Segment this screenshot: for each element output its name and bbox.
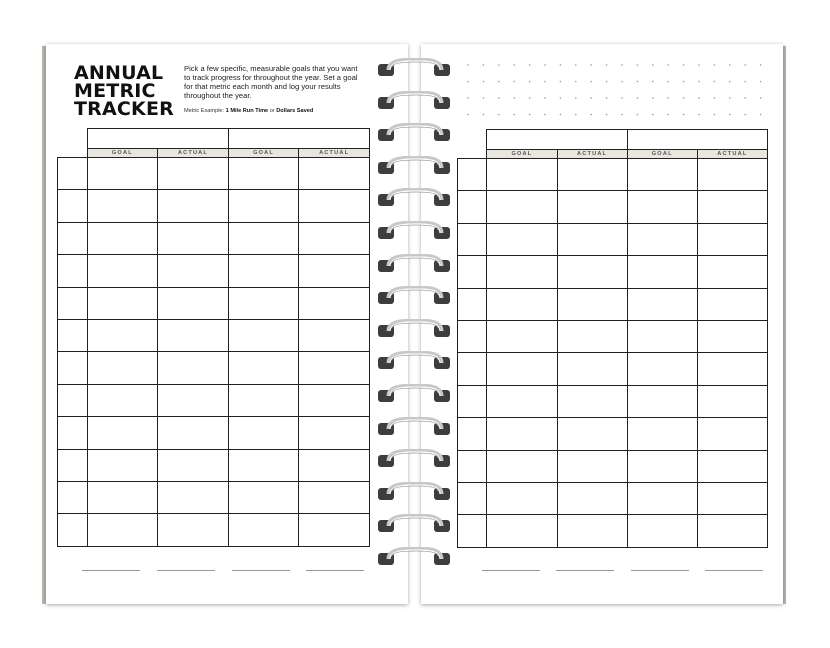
actual-cell[interactable] <box>557 353 627 385</box>
column-label: GOAL <box>87 149 158 158</box>
footer-line <box>82 570 140 571</box>
grid-dot <box>621 114 623 116</box>
left-tracker-table <box>57 128 370 547</box>
grid-dot <box>698 97 700 99</box>
row-gutter-cell[interactable] <box>458 482 487 514</box>
actual-cell[interactable] <box>697 353 767 385</box>
grid-dot <box>667 81 669 83</box>
goal-cell[interactable] <box>228 449 299 481</box>
goal-cell[interactable] <box>228 158 299 190</box>
tracker-row <box>458 191 768 223</box>
goal-cell[interactable] <box>487 450 557 482</box>
column-label: ACTUAL <box>158 149 229 158</box>
actual-cell[interactable] <box>158 319 229 351</box>
actual-cell[interactable] <box>557 482 627 514</box>
grid-dot <box>498 114 500 116</box>
footer-line <box>232 570 290 571</box>
actual-cell[interactable] <box>299 158 370 190</box>
title-line-3: TRACKER <box>74 98 174 120</box>
spiral-ring-icon <box>376 449 454 469</box>
goal-cell[interactable] <box>627 191 697 223</box>
grid-dot <box>575 97 577 99</box>
metric-name-cell[interactable] <box>87 129 228 149</box>
grid-dot <box>560 114 562 116</box>
metric-name-row <box>458 130 768 150</box>
actual-cell[interactable] <box>299 384 370 416</box>
grid-dot <box>683 64 685 66</box>
spiral-ring-icon <box>376 221 454 241</box>
row-gutter-cell[interactable] <box>458 159 487 191</box>
grid-dot <box>744 64 746 66</box>
grid-dot <box>652 114 654 116</box>
row-gutter-cell[interactable] <box>58 287 88 319</box>
goal-cell[interactable] <box>228 384 299 416</box>
actual-cell[interactable] <box>158 158 229 190</box>
grid-dot <box>483 97 485 99</box>
grid-dot <box>744 97 746 99</box>
actual-cell[interactable] <box>299 514 370 546</box>
goal-cell[interactable] <box>487 159 557 191</box>
grid-dot <box>729 97 731 99</box>
tracker-row <box>58 190 370 222</box>
goal-cell[interactable] <box>87 481 158 513</box>
metric-name-cell[interactable] <box>627 130 767 150</box>
row-gutter-cell[interactable] <box>458 385 487 417</box>
tracker-row <box>458 320 768 352</box>
actual-cell[interactable] <box>299 190 370 222</box>
spiral-ring-icon <box>376 482 454 502</box>
grid-dot <box>606 64 608 66</box>
row-gutter-cell[interactable] <box>58 449 88 481</box>
spiral-ring-icon <box>376 384 454 404</box>
gutter-header <box>58 129 88 149</box>
actual-cell[interactable] <box>158 514 229 546</box>
spiral-ring-icon <box>376 91 454 111</box>
goal-cell[interactable] <box>87 514 158 546</box>
goal-cell[interactable] <box>487 482 557 514</box>
grid-dot <box>513 114 515 116</box>
goal-cell[interactable] <box>627 450 697 482</box>
column-label-row <box>58 149 370 158</box>
actual-cell[interactable] <box>557 418 627 450</box>
goal-cell[interactable] <box>228 255 299 287</box>
grid-dot <box>544 114 546 116</box>
spiral-ring-icon <box>376 123 454 143</box>
grid-dot <box>590 114 592 116</box>
grid-dot <box>467 81 469 83</box>
grid-dot <box>714 81 716 83</box>
grid-dot <box>513 97 515 99</box>
footer-line <box>306 570 364 571</box>
tracker-row <box>58 449 370 481</box>
goal-cell[interactable] <box>87 255 158 287</box>
tracker-row <box>58 287 370 319</box>
grid-dot <box>590 64 592 66</box>
grid-dot <box>729 64 731 66</box>
goal-cell[interactable] <box>228 222 299 254</box>
column-label: ACTUAL <box>557 150 627 159</box>
metric-name-cell[interactable] <box>228 129 369 149</box>
grid-dot <box>744 81 746 83</box>
grid-dot <box>667 64 669 66</box>
actual-cell[interactable] <box>557 320 627 352</box>
grid-dot <box>621 97 623 99</box>
tracker-row <box>58 384 370 416</box>
goal-cell[interactable] <box>627 320 697 352</box>
grid-dot <box>529 64 531 66</box>
grid-dot <box>575 114 577 116</box>
grid-dot <box>667 114 669 116</box>
goal-cell[interactable] <box>487 288 557 320</box>
actual-cell[interactable] <box>557 515 627 547</box>
goal-cell[interactable] <box>228 287 299 319</box>
row-gutter-cell[interactable] <box>58 352 88 384</box>
grid-dot <box>698 114 700 116</box>
grid-dot <box>621 81 623 83</box>
grid-dot <box>467 114 469 116</box>
spiral-ring-icon <box>376 547 454 567</box>
actual-cell[interactable] <box>299 287 370 319</box>
actual-cell[interactable] <box>158 481 229 513</box>
tracker-row <box>58 319 370 351</box>
goal-cell[interactable] <box>487 418 557 450</box>
column-label: GOAL <box>487 150 557 159</box>
actual-cell[interactable] <box>299 481 370 513</box>
actual-cell[interactable] <box>557 288 627 320</box>
goal-cell[interactable] <box>627 418 697 450</box>
spiral-ring-icon <box>376 188 454 208</box>
grid-dot <box>606 81 608 83</box>
actual-cell[interactable] <box>697 223 767 255</box>
grid-dot <box>483 114 485 116</box>
column-label: ACTUAL <box>697 150 767 159</box>
row-gutter-cell[interactable] <box>58 190 88 222</box>
grid-dot <box>529 81 531 83</box>
grid-dot <box>483 64 485 66</box>
tracker-row <box>458 288 768 320</box>
grid-dot <box>652 64 654 66</box>
grid-dot <box>529 114 531 116</box>
intro-text: Pick a few specific, measurable goals that you want to track progress for throughout the year. Set a goal for that metric each month and log your results throughout the year. <box>184 64 358 100</box>
row-gutter-cell[interactable] <box>58 417 88 449</box>
row-gutter-cell[interactable] <box>458 191 487 223</box>
right-page <box>421 44 783 604</box>
grid-dot <box>729 81 731 83</box>
row-gutter-cell[interactable] <box>458 515 487 547</box>
goal-cell[interactable] <box>627 515 697 547</box>
row-gutter-cell[interactable] <box>58 319 88 351</box>
grid-dot <box>575 81 577 83</box>
actual-cell[interactable] <box>697 256 767 288</box>
title-line-1: ANNUAL <box>74 62 164 84</box>
footer-line <box>482 570 540 571</box>
title-line-2: METRIC <box>74 80 156 102</box>
grid-dot <box>513 64 515 66</box>
grid-dot <box>714 64 716 66</box>
grid-dot <box>498 81 500 83</box>
tracker-row <box>458 223 768 255</box>
actual-cell[interactable] <box>557 256 627 288</box>
goal-cell[interactable] <box>228 417 299 449</box>
metric-example <box>184 108 384 114</box>
actual-cell[interactable] <box>697 418 767 450</box>
actual-cell[interactable] <box>158 449 229 481</box>
grid-dot <box>652 81 654 83</box>
actual-cell[interactable] <box>299 319 370 351</box>
row-gutter-cell[interactable] <box>58 384 88 416</box>
grid-dot <box>560 97 562 99</box>
tracker-row <box>458 418 768 450</box>
goal-cell[interactable] <box>627 353 697 385</box>
goal-cell[interactable] <box>87 352 158 384</box>
goal-cell[interactable] <box>627 256 697 288</box>
grid-dot <box>590 81 592 83</box>
actual-cell[interactable] <box>299 255 370 287</box>
dot-grid-svg <box>466 62 766 118</box>
grid-dot <box>560 81 562 83</box>
goal-cell[interactable] <box>87 319 158 351</box>
goal-cell[interactable] <box>487 515 557 547</box>
actual-cell[interactable] <box>697 450 767 482</box>
grid-dot <box>560 64 562 66</box>
grid-dot <box>760 97 762 99</box>
column-label: ACTUAL <box>299 149 370 158</box>
actual-cell[interactable] <box>299 417 370 449</box>
metric-example-connector: or <box>269 108 275 114</box>
tracker-row <box>458 515 768 547</box>
grid-dot <box>590 97 592 99</box>
row-gutter-cell[interactable] <box>58 222 88 254</box>
footer-line <box>631 570 689 571</box>
spiral-ring-icon <box>376 514 454 534</box>
row-gutter-cell[interactable] <box>458 223 487 255</box>
column-label-row <box>458 150 768 159</box>
actual-cell[interactable] <box>697 385 767 417</box>
spiral-ring-icon <box>376 417 454 437</box>
actual-cell[interactable] <box>158 417 229 449</box>
grid-dot <box>606 114 608 116</box>
grid-dot <box>544 81 546 83</box>
grid-dot <box>714 97 716 99</box>
goal-cell[interactable] <box>87 190 158 222</box>
gutter-label <box>58 149 88 158</box>
row-gutter-cell[interactable] <box>458 256 487 288</box>
goal-cell[interactable] <box>87 384 158 416</box>
actual-cell[interactable] <box>158 222 229 254</box>
goal-cell[interactable] <box>627 223 697 255</box>
actual-cell[interactable] <box>557 159 627 191</box>
grid-dot <box>652 97 654 99</box>
metric-example-2: Dollars Saved <box>276 108 314 114</box>
row-gutter-cell[interactable] <box>58 481 88 513</box>
actual-cell[interactable] <box>697 191 767 223</box>
row-gutter-cell[interactable] <box>458 288 487 320</box>
metric-name-cell[interactable] <box>487 130 627 150</box>
row-gutter-cell[interactable] <box>458 450 487 482</box>
actual-cell[interactable] <box>697 288 767 320</box>
grid-dot <box>729 114 731 116</box>
actual-cell[interactable] <box>299 352 370 384</box>
tracker-row <box>58 158 370 190</box>
grid-dot <box>698 64 700 66</box>
spiral-ring-icon <box>376 351 454 371</box>
tracker-row <box>58 255 370 287</box>
grid-dot <box>637 81 639 83</box>
actual-cell[interactable] <box>158 255 229 287</box>
left-page <box>46 44 408 604</box>
actual-cell[interactable] <box>697 320 767 352</box>
right-tracker-table <box>457 129 768 548</box>
gutter-label <box>458 150 487 159</box>
tracker-row <box>58 222 370 254</box>
grid-dot <box>698 81 700 83</box>
grid-dot <box>760 81 762 83</box>
actual-cell[interactable] <box>697 482 767 514</box>
goal-cell[interactable] <box>228 481 299 513</box>
grid-dot <box>637 114 639 116</box>
goal-cell[interactable] <box>627 159 697 191</box>
metric-example-prefix: Metric Example: <box>184 108 225 114</box>
grid-dot <box>544 97 546 99</box>
goal-cell[interactable] <box>487 256 557 288</box>
goal-cell[interactable] <box>228 319 299 351</box>
row-gutter-cell[interactable] <box>458 418 487 450</box>
page-title <box>74 64 184 118</box>
footer-line <box>157 570 215 571</box>
grid-dot <box>683 114 685 116</box>
grid-dot <box>498 97 500 99</box>
row-gutter-cell[interactable] <box>58 255 88 287</box>
tracker-row <box>458 256 768 288</box>
actual-cell[interactable] <box>697 515 767 547</box>
grid-dot <box>621 64 623 66</box>
grid-dot <box>529 97 531 99</box>
actual-cell[interactable] <box>557 191 627 223</box>
dot-grid <box>466 62 766 118</box>
footer-line <box>705 570 763 571</box>
spiral-binding <box>376 58 454 588</box>
grid-dot <box>760 64 762 66</box>
row-gutter-cell[interactable] <box>58 158 88 190</box>
grid-dot <box>637 64 639 66</box>
row-gutter-cell[interactable] <box>458 353 487 385</box>
grid-dot <box>683 81 685 83</box>
grid-dot <box>760 114 762 116</box>
actual-cell[interactable] <box>557 223 627 255</box>
metric-example-1: 1 Mile Run Time <box>225 108 269 114</box>
spiral-ring-icon <box>376 286 454 306</box>
column-label: GOAL <box>627 150 697 159</box>
goal-cell[interactable] <box>87 417 158 449</box>
grid-dot <box>683 97 685 99</box>
actual-cell[interactable] <box>158 190 229 222</box>
grid-dot <box>637 97 639 99</box>
goal-cell[interactable] <box>87 287 158 319</box>
grid-dot <box>467 64 469 66</box>
actual-cell[interactable] <box>697 159 767 191</box>
actual-cell[interactable] <box>158 384 229 416</box>
actual-cell[interactable] <box>557 385 627 417</box>
tracker-row <box>58 514 370 546</box>
tracker-row <box>58 481 370 513</box>
tracker-row <box>458 353 768 385</box>
grid-dot <box>498 64 500 66</box>
tracker-row <box>458 450 768 482</box>
grid-dot <box>667 97 669 99</box>
actual-cell[interactable] <box>299 222 370 254</box>
goal-cell[interactable] <box>87 449 158 481</box>
actual-cell[interactable] <box>299 449 370 481</box>
goal-cell[interactable] <box>487 353 557 385</box>
goal-cell[interactable] <box>228 514 299 546</box>
tracker-row <box>458 159 768 191</box>
tracker-row <box>458 482 768 514</box>
actual-cell[interactable] <box>158 352 229 384</box>
grid-dot <box>483 81 485 83</box>
actual-cell[interactable] <box>158 287 229 319</box>
tracker-row <box>58 352 370 384</box>
tracker-row <box>58 417 370 449</box>
metric-name-row <box>58 129 370 149</box>
goal-cell[interactable] <box>87 222 158 254</box>
row-gutter-cell[interactable] <box>458 320 487 352</box>
goal-cell[interactable] <box>487 223 557 255</box>
spiral-ring-icon <box>376 319 454 339</box>
tracker-row <box>458 385 768 417</box>
goal-cell[interactable] <box>487 320 557 352</box>
goal-cell[interactable] <box>87 158 158 190</box>
grid-dot <box>544 64 546 66</box>
gutter-header <box>458 130 487 150</box>
spiral-ring-icon <box>376 58 454 78</box>
actual-cell[interactable] <box>557 450 627 482</box>
row-gutter-cell[interactable] <box>58 514 88 546</box>
grid-dot <box>606 97 608 99</box>
goal-cell[interactable] <box>228 352 299 384</box>
goal-cell[interactable] <box>487 191 557 223</box>
column-label: GOAL <box>228 149 299 158</box>
goal-cell[interactable] <box>228 190 299 222</box>
footer-line <box>556 570 614 571</box>
grid-dot <box>575 64 577 66</box>
spiral-ring-icon <box>376 254 454 274</box>
grid-dot <box>467 97 469 99</box>
goal-cell[interactable] <box>627 288 697 320</box>
goal-cell[interactable] <box>627 385 697 417</box>
grid-dot <box>513 81 515 83</box>
goal-cell[interactable] <box>487 385 557 417</box>
spiral-ring-icon <box>376 156 454 176</box>
grid-dot <box>744 114 746 116</box>
goal-cell[interactable] <box>627 482 697 514</box>
grid-dot <box>714 114 716 116</box>
